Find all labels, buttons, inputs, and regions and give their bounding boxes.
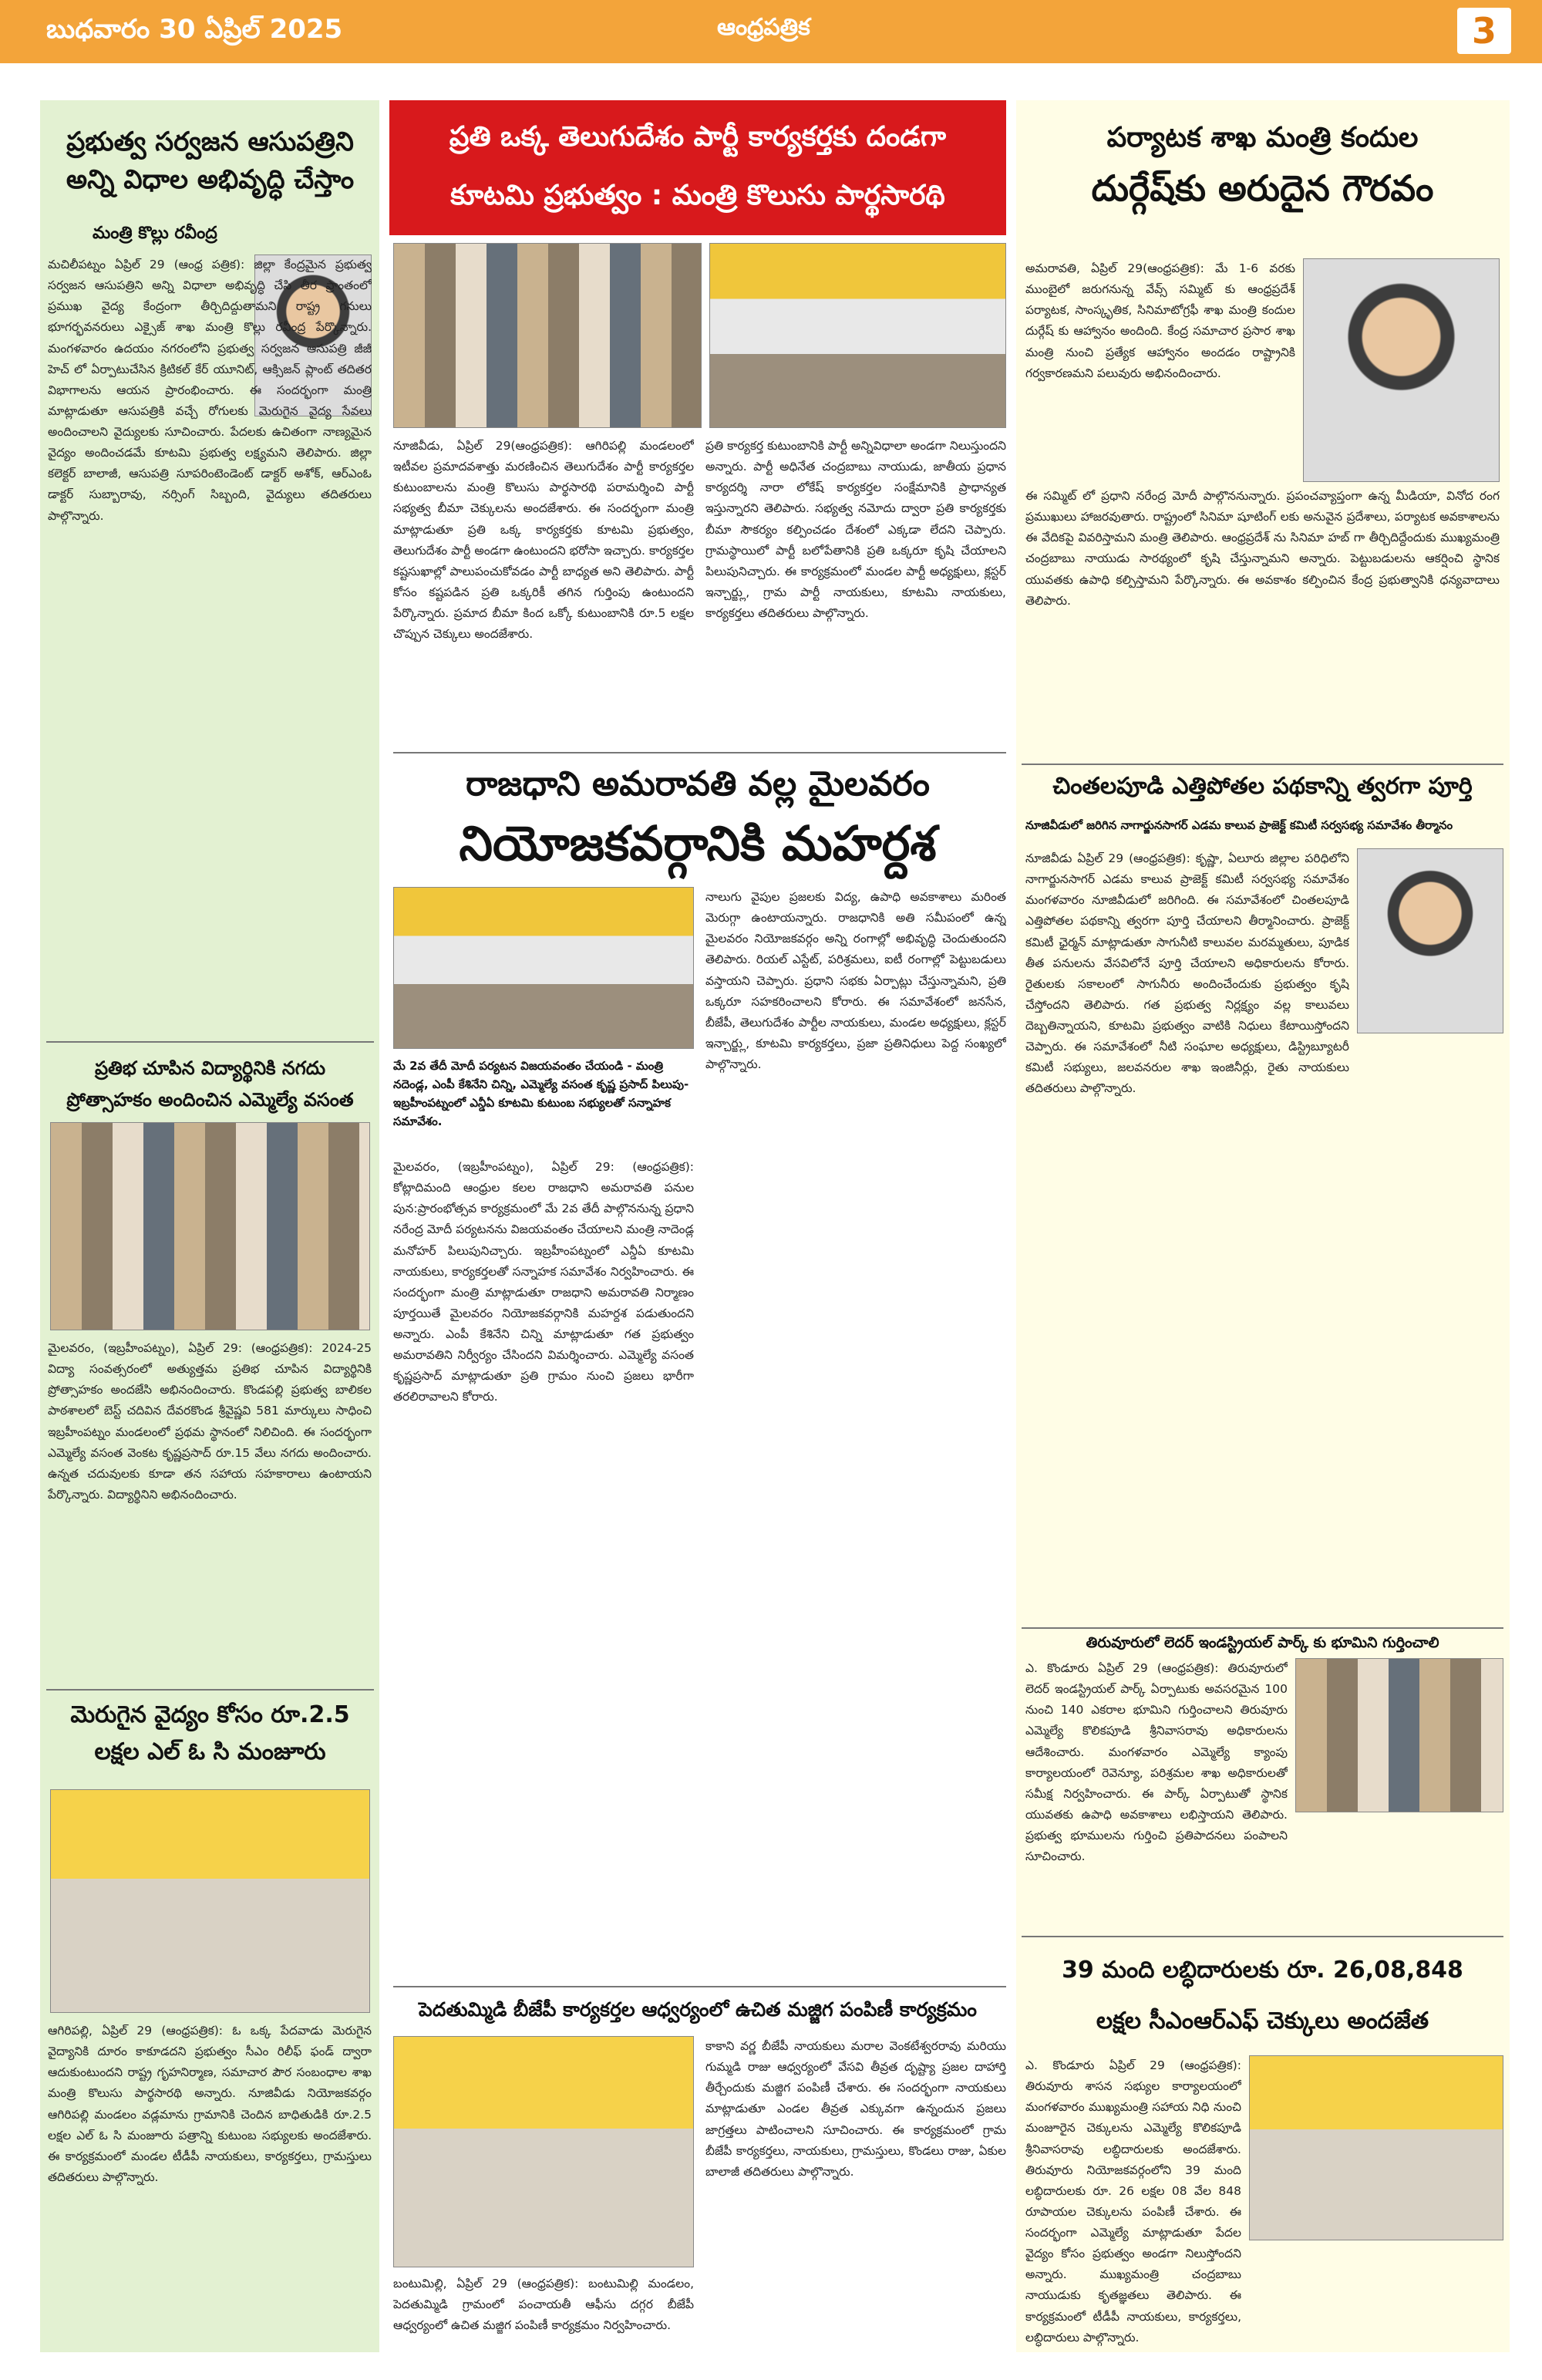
divider — [1022, 1627, 1503, 1629]
divider — [1022, 1936, 1503, 1937]
party-event-photo-2 — [709, 243, 1006, 428]
left-story2-body: మైలవరం, (ఇబ్రహీంపట్నం), ఏప్రిల్ 29: (ఆంధ్రపత్రిక): 2024-25 విద్యా సంవత్సరంలో అత్యుత్తమ ప్రతిభ చూపిన విద్యార్థినికి ప్రోత్సాహకం అందజేసి అభినందించారు. కొండపల్లి ప్రభుత్వ బాలికల పాఠశాలలో బెస్ట్ చదివిన దేవరకొండ శ్రీవైష్ణవి 581 మార్కులు సాధించి ఇబ్రహీంపట్నం మండలంలో ప్రథమ స్థానంలో నిలిచింది. ఈ సందర్భంగా ఎమ్మెల్యే వసంత వెంకట కృష్ణప్రసాద్ రూ.15 వేలు నగదు అందించారు. ఉన్నత చదువులకు కూడా తన సహాయ సహకారాలు ఉంటాయని పేర్కొన్నారు. విద్యార్థినిని అభినందించారు. — [48, 1341, 372, 1502]
left-story1-headline: ప్రభుత్వ సర్వజన ఆసుపత్రిని అన్ని విధాల అభివృద్ధి చేస్తాం — [66, 126, 355, 196]
committee-chairman-photo — [1357, 848, 1503, 1033]
amaravati-headline: రాజధాని అమరావతి వల్ల మైలవరం నియోజకవర్గానికి మహర్దశ — [459, 764, 937, 871]
amaravati-body-a: మైలవరం, (ఇబ్రహీంపట్నం), ఏప్రిల్ 29: (ఆంధ్రపత్రిక): కోట్లాదిమంది ఆంధ్రుల కలల రాజధాని అమరావతి పనుల పున:ప్రారంభోత్సవ కార్యక్రమంలో మే 2వ తేదీ పాల్గొననున్న ప్రధాని నరేంద్ర మోదీ పర్యటనను విజయవంతం చేయాలని మంత్రి నాదెండ్ల మనోహర్ పిలుపునిచ్చారు. ఇబ్రహీంపట్నంలో ఎన్డీఏ కూటమి నాయకులు, కార్యకర్తలతో సన్నాహక సమావేశం నిర్వహించారు. ఈ సందర్భంగా మంత్రి మాట్లాడుతూ రాజధాని అమరావతి నిర్మాణం పూర్తయితే మైలవరం నియోజకవర్గానికి మహర్దశ పడుతుందని అన్నారు. ఎంపీ కేశినేని చిన్ని మాట్లాడుతూ గత ప్రభుత్వం అమరావతిని నిర్వీర్యం చేసిందని విమర్శించారు. ఎమ్మెల్యే వసంత కృష్ణప్రసాద్ మాట్లాడుతూ ప్రతి గ్రామం నుంచి ప్రజలు భారీగా తరలిరావాలని కోరారు. — [393, 1160, 694, 1404]
divider — [46, 1689, 374, 1691]
buttermilk-distribution-photo — [393, 2036, 694, 2267]
cmrf-cheque-photo — [1249, 2055, 1503, 2240]
center-top-body-b: ప్రతి కార్యకర్త కుటుంబానికి పార్టీ అన్నివిధాలా అండగా నిలుస్తుందని అన్నారు. పార్టీ అధినేత చంద్రబాబు నాయుడు, జాతీయ ప్రధాన కార్యదర్శి నారా లోకేష్ కార్యకర్తల సంక్షేమానికి ప్రాధాన్యత ఇస్తున్నారని తెలిపారు. సభ్యత్వ నమోదు ద్వారా ప్రతి కార్యకర్తకు బీమా సౌకర్యం కల్పించడం దేశంలో ఎక్కడా లేదని చెప్పారు. గ్రామస్థాయిలో పార్టీ బలోపేతానికి ప్రతి ఒక్కరూ కృషి చేయాలని పిలుపునిచ్చారు. ఈ కార్యక్రమంలో మండల పార్టీ అధ్యక్షులు, క్లస్టర్ ఇన్చార్జ్లు, గ్రామ పార్టీ నాయకులు, కూటమి నాయకులు, కార్యకర్తలు తదితరులు పాల్గొన్నారు. — [705, 439, 1006, 620]
center-top-headline: ప్రతి ఒక్క తెలుగుదేశం పార్టీ కార్యకర్తకు దండగా కూటమి ప్రభుత్వం : మంత్రి కొలుసు పార్థసారథి — [449, 121, 947, 211]
right-story2-headline: చింతలపూడి ఎత్తిపోతల పథకాన్ని త్వరగా పూర్తి — [1052, 773, 1473, 800]
divider — [1022, 764, 1503, 765]
loc-handover-photo — [50, 1789, 370, 2013]
right-story2-body: నూజివీడు ఏప్రిల్ 29 (ఆంధ్రపత్రిక): కృష్ణా, ఏలూరు జిల్లాల పరిధిలోని నాగార్జునసాగర్ ఎడమ కాలువ ప్రాజెక్ట్ కమిటీ సర్వసభ్య సమావేశం మంగళవారం నూజివీడులో జరిగింది. ఈ సమావేశంలో చింతలపూడి ఎత్తిపోతల పథకాన్ని త్వరగా పూర్తి చేయాలని తీర్మానించారు. ప్రాజెక్ట్ కమిటీ ఛైర్మన్ మాట్లాడుతూ సాగునీటి కాలువల మరమ్మతులు, పూడిక తీత పనులను వేసవిలోనే పూర్తి చేయాలని అధికారులను కోరారు. రైతులకు సకాలంలో సాగునీరు అందించేందుకు ప్రభుత్వం కృషి చేస్తోందని తెలిపారు. గత ప్రభుత్వ నిర్లక్ష్యం వల్ల కాలువలు దెబ్బతిన్నాయని, కూటమి ప్రభుత్వం వాటికి నిధులు కేటాయిస్తోందని చెప్పారు. ఈ సమావేశంలో నీటి సంఘాల అధ్యక్షులు, డిస్ట్రిబ్యూటరీ కమిటీ సభ్యులు, జలవనరుల శాఖ ఇంజినీర్లు, రైతు నాయకులు తదితరులు పాల్గొన్నారు. — [1025, 851, 1349, 1096]
party-event-photo-1 — [393, 243, 702, 428]
issue-date: బుధవారం 30 ఏప్రిల్ 2025 — [46, 14, 343, 45]
paper-name: ఆంధ్రపత్రిక — [717, 14, 810, 41]
right-story1-body-b: ఈ సమ్మిట్ లో ప్రధాని నరేంద్ర మోదీ పాల్గొననున్నారు. ప్రపంచవ్యాప్తంగా ఉన్న మీడియా, వినోద రంగ ప్రముఖులు హాజరవుతారు. రాష్ట్రంలో సినిమా షూటింగ్ లకు అనువైన ప్రదేశాలు, పర్యాటక అవకాశాలను ఈ వేదికపై వివరిస్తామని మంత్రి తెలిపారు. ఆంధ్రప్రదేశ్ ను సినిమా హబ్ గా తీర్చిదిద్దేందుకు ముఖ్యమంత్రి చంద్రబాబు నాయుడు సారథ్యంలో కృషి చేస్తున్నామని అన్నారు. పెట్టుబడులను ఆకర్షించి స్థానిక యువతకు ఉపాధి కల్పిస్తామని పేర్కొన్నారు. ఈ అవకాశం కల్పించిన కేంద్ర ప్రభుత్వానికి ధన్యవాదాలు తెలిపారు. — [1025, 489, 1500, 608]
right-story1-body-a: అమరావతి, ఏప్రిల్ 29(ఆంధ్రపత్రిక): మే 1-6 వరకు ముంబైలో జరుగనున్న వేవ్స్ సమ్మిట్ కు ఆంధ్రప్రదేశ్ పర్యాటక, సాంస్కృతిక, సినిమాటోగ్రఫీ శాఖ మంత్రి కందుల దుర్గేష్ కు ఆహ్వానం అందింది. కేంద్ర సమాచార ప్రసార శాఖ మంత్రి నుంచి ప్రత్యేక ఆహ్వానం అందడం రాష్ట్రానికి గర్వకారణమని పలువురు అభినందించారు. — [1025, 261, 1295, 380]
left-story3-headline: మెరుగైన వైద్యం కోసం రూ.2.5 లక్షల ఎల్ ఓ సి మంజూరు — [70, 1701, 350, 1765]
right-story3-body: ఎ. కొండూరు ఏప్రిల్ 29 (ఆంధ్రపత్రిక): తిరువూరులో లెదర్ ఇండస్ట్రియల్ పార్క్ ఏర్పాటుకు అవసరమైన 100 నుంచి 140 ఎకరాల భూమిని గుర్తించాలని తిరువూరు ఎమ్మెల్యే కొలికపూడి శ్రీనివాసరావు అధికారులను ఆదేశించారు. మంగళవారం ఎమ్మెల్యే క్యాంపు కార్యాలయంలో రెవెన్యూ, పరిశ్రమల శాఖ అధికారులతో సమీక్ష నిర్వహించారు. ఈ పార్క్ ఏర్పాటుతో స్థానిక యువతకు ఉపాధి అవకాశాలు లభిస్తాయని తెలిపారు. ప్రభుత్వ భూములను గుర్తించి ప్రతిపాదనలు పంపాలని సూచించారు. — [1025, 1661, 1288, 1864]
page-number: 3 — [1457, 8, 1511, 54]
left-story2-headline: ప్రతిభ చూపిన విద్యార్థినికి నగదు ప్రోత్సాహకం అందించిన ఎమ్మెల్యే వసంత — [66, 1057, 354, 1111]
right-story4-body: ఎ. కొండూరు ఏప్రిల్ 29 (ఆంధ్రపత్రిక): తిరువూరు శాసన సభ్యుల కార్యాలయంలో మంగళవారం ముఖ్యమంత్రి సహాయ నిధి నుంచి మంజూరైన చెక్కులను ఎమ్మెల్యే కొలికపూడి శ్రీనివాసరావు లబ్ధిదారులకు అందజేశారు. తిరువూరు నియోజకవర్గంలోని 39 మంది లబ్ధిదారులకు రూ. 26 లక్షల 08 వేల 848 రూపాయల చెక్కులను పంపిణీ చేశారు. ఈ సందర్భంగా ఎమ్మెల్యే మాట్లాడుతూ పేదల వైద్యం కోసం ప్రభుత్వం అండగా నిలుస్తోందని అన్నారు. ముఖ్యమంత్రి చంద్రబాబు నాయుడుకు కృతజ్ఞతలు తెలిపారు. ఈ కార్యక్రమంలో టీడీపీ నాయకులు, కార్యకర్తలు, లబ్ధిదారులు పాల్గొన్నారు. — [1025, 2058, 1241, 2345]
right-story4-headline: 39 మంది లబ్ధిదారులకు రూ. 26,08,848 లక్షల సీఎంఆర్ఎఫ్ చెక్కులు అందజేత — [1062, 1957, 1463, 2034]
left-story1-byline: మంత్రి కొల్లు రవీంద్ర — [93, 224, 217, 243]
left-story1-body: మచిలీపట్నం ఏప్రిల్ 29 (ఆంధ్ర పత్రిక): జిల్లా కేంద్రమైన ప్రభుత్వ సర్వజన ఆసుపత్రిని అన్ని విధాలా అభివృద్ధి చేసి తీర ప్రాంతంలో ప్రముఖ వైద్య కేంద్రంగా తీర్చిదిద్దుతామని రాష్ట్ర గనులు భూగర్భవనరులు ఎక్సైజ్ శాఖ మంత్రి కొల్లు రవీంద్ర పేర్కొన్నారు. మంగళవారం ఉదయం నగరంలోని ప్రభుత్వ సర్వజన ఆసుపత్రి జీజీ హెచ్ లో ఏర్పాటుచేసిన క్రిటికల్ కేర్ యూనిట్, ఆక్సిజన్ ప్లాంట్ తదితర విభాగాలను ఆయన ప్రారంభించారు. ఈ సందర్భంగా మంత్రి మాట్లాడుతూ ఆసుపత్రికి వచ్చే రోగులకు మెరుగైన వైద్య సేవలు అందించాలని వైద్యులకు సూచించారు. పేదలకు ఉచితంగా నాణ్యమైన వైద్యం అందించడమే కూటమి ప్రభుత్వ లక్ష్యమని తెలిపారు. జిల్లా కలెక్టర్ బాలాజీ, ఆసుపత్రి సూపరింటెండెంట్ డాక్టర్ అశోక్, ఆర్ఎంఓ డాక్టర్ సుబ్బారావు, నర్సింగ్ సిబ్బంది, వైద్యులు తదితరులు పాల్గొన్నారు. — [48, 258, 372, 523]
right-story1-headline: పర్యాటక శాఖ మంత్రి కందుల దుర్గేష్‌కు అరుదైన గౌరవం — [1091, 122, 1434, 209]
left-story3-body: ఆగిరిపల్లి, ఏప్రిల్ 29 (ఆంధ్రపత్రిక): ఓ ఒక్క పేదవాడు మెరుగైన వైద్యానికి దూరం కాకూడదని ప్రభుత్వం సీఎం రిలీఫ్ ఫండ్ ద్వారా ఆదుకుంటుందని రాష్ట్ర గృహనిర్మాణ, సమాచార పౌర సంబంధాల శాఖ మంత్రి కొలుసు పార్థసారథి అన్నారు. నూజివీడు నియోజకవర్గం ఆగిరిపల్లి మండలం వడ్లమాను గ్రామానికి చెందిన బాధితుడికి రూ.2.5 లక్షల ఎల్ ఓ సి మంజూరు పత్రాన్ని కుటుంబ సభ్యులకు అందజేశారు. ఈ కార్యక్రమంలో మండల టీడీపీ నాయకులు, కార్యకర్తలు, గ్రామస్తులు తదితరులు పాల్గొన్నారు. — [48, 2024, 372, 2184]
buttermilk-body-a: బంటుమిల్లి, ఏప్రిల్ 29 (ఆంధ్రపత్రిక): బంటుమిల్లి మండలం, పెదతుమ్మిడి గ్రామంలో పంచాయతీ ఆఫీసు దగ్గర బీజేపీ ఆధ్వర్యంలో ఉచిత మజ్జిగ పంపిణీ కార్యక్రమం నిర్వహించారు. — [393, 2277, 694, 2333]
right-story3-headline: తిరువూరులో లెదర్ ఇండస్ట్రియల్ పార్క్ కు భూమిని గుర్తించాలి — [1086, 1634, 1439, 1651]
center-top-body-a: నూజివీడు, ఏప్రిల్ 29(ఆంధ్రపత్రిక): ఆగిరిపల్లి మండలంలో ఇటీవల ప్రమాదవశాత్తు మరణించిన తెలుగుదేశం పార్టీ కార్యకర్తల కుటుంబాలను మంత్రి కొలుసు పార్థసారథి పరామర్శించి పార్టీ సభ్యత్వ బీమా చెక్కులను అందజేశారు. ఈ సందర్భంగా మంత్రి మాట్లాడుతూ ప్రతి ఒక్క కార్యకర్తకు కూటమి ప్రభుత్వం, తెలుగుదేశం పార్టీ అండగా ఉంటుందని భరోసా ఇచ్చారు. కార్యకర్తల కష్టసుఖాల్లో పాలుపంచుకోవడం పార్టీ బాధ్యత అని తెలిపారు. పార్టీ కోసం కష్టపడిన ప్రతి ఒక్కరికీ తగిన గుర్తింపు ఉంటుందని పేర్కొన్నారు. ప్రమాద బీమా కింద ఒక్కో కుటుంబానికి రూ.5 లక్షల చొప్పున చెక్కులు అందజేశారు. — [393, 439, 694, 642]
divider — [393, 752, 1006, 753]
amaravati-meeting-photo — [393, 887, 694, 1049]
leather-park-review-photo — [1295, 1658, 1503, 1812]
buttermilk-headline: పెదతుమ్మిడి బీజేపీ కార్యకర్తల ఆధ్వర్యంలో ఉచిత మజ్జిగ పంపిణీ కార్యక్రమం — [418, 1998, 977, 2021]
amaravati-caption: మే 2వ తేదీ మోదీ పర్యటన విజయవంతం చేయండి - మంత్రి నదెండ్ల, ఎంపీ కేశినేని చిన్ని, ఎమ్మెల్యే వసంత కృష్ణ ప్రసాద్ పిలుపు-ఇబ్రహీంపట్నంలో ఎన్డీఏ కూటమి కుటుంబ సభ్యులతో సన్నాహక సమావేశం. — [393, 1059, 689, 1128]
amaravati-body-b: నాలుగు వైపుల ప్రజలకు విద్య, ఉపాధి అవకాశాలు మరింత మెరుగ్గా ఉంటాయన్నారు. రాజధానికి అతి సమీపంలో ఉన్న మైలవరం నియోజకవర్గం అన్ని రంగాల్లో అభివృద్ధి చెందుతుందని తెలిపారు. రియల్ ఎస్టేట్, పరిశ్రమలు, ఐటీ రంగాల్లో పెట్టుబడులు వస్తాయని చెప్పారు. ప్రధాని సభకు ఏర్పాట్లు చేస్తున్నామని, ప్రతి ఒక్కరూ సహకరించాలని కోరారు. ఈ సమావేశంలో జనసేన, బీజేపీ, తెలుగుదేశం పార్టీల నాయకులు, మండల అధ్యక్షులు, క్లస్టర్ ఇన్చార్జ్లు, కూటమి కార్యకర్తలు, ప్రజా ప్రతినిధులు పెద్ద సంఖ్యలో పాల్గొన్నారు. — [705, 890, 1006, 1071]
student-felicitation-photo — [50, 1122, 370, 1330]
minister-durgesh-portrait — [1303, 258, 1500, 482]
divider — [46, 1041, 374, 1043]
buttermilk-body-b: కాకాని వర్ణ బీజేపీ నాయకులు మరాల వెంకటేశ్వరరావు మరియు గుమ్మడి రాజు ఆధ్వర్యంలో వేసవి తీవ్రత దృష్ట్యా ప్రజల దాహార్తి తీర్చేందుకు మజ్జిగ పంపిణీ చేశారు. ఈ సందర్భంగా నాయకులు మాట్లాడుతూ ఎండల తీవ్రత ఎక్కువగా ఉన్నందున ప్రజలు జాగ్రత్తలు పాటించాలని సూచించారు. ఈ కార్యక్రమంలో గ్రామ బీజేపీ కార్యకర్తలు, నాయకులు, గ్రామస్తులు, కొండలు రాజు, ఏకుల బాలాజీ తదితరులు పాల్గొన్నారు. — [705, 2039, 1006, 2179]
right-story2-subhead: నూజివీడులో జరిగిన నాగార్జునసాగర్ ఎడమ కాలువ ప్రాజెక్ట్ కమిటీ సర్వసభ్య సమావేశం తీర్మానం — [1025, 818, 1453, 832]
divider — [393, 1986, 1006, 1987]
